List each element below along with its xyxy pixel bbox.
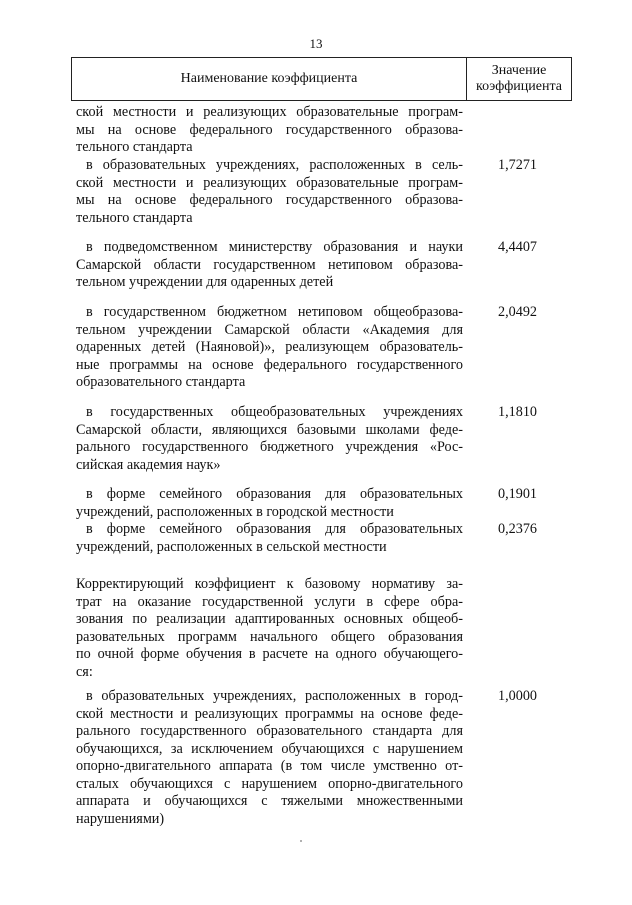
coefficient-name-line: обучающихся, за исключением обучающихся с нарушением <box>76 740 463 757</box>
coefficient-name-line: сийская академия наук» <box>76 456 221 473</box>
coefficient-name-line: Корректирующий коэффициент к базовому нормативу за- <box>76 576 463 592</box>
coefficient-value: 2,0492 <box>497 304 537 320</box>
coefficient-name-line: тельного стандарта <box>76 139 193 155</box>
table-row <box>76 521 572 556</box>
coefficient-name <box>76 521 463 556</box>
header-value-line1: Значение <box>491 63 547 78</box>
coefficient-name <box>76 239 463 292</box>
coefficient-name-line: ные программы на основе федерального государственного <box>76 356 463 373</box>
coefficient-name-line: учреждений, расположенных в сельской местности <box>76 538 387 555</box>
table-row <box>76 688 572 828</box>
coefficient-name-line: нарушениями) <box>76 810 165 827</box>
coefficient-value: 1,1810 <box>497 404 537 420</box>
coefficient-name-line: в подведомственном министерству образования и науки <box>86 239 463 255</box>
coefficient-value: 1,7271 <box>497 157 537 173</box>
table-row <box>76 576 572 681</box>
coefficient-name <box>76 688 463 828</box>
coefficient-name <box>76 486 463 521</box>
coefficient-name <box>76 157 463 227</box>
coefficient-name <box>76 104 463 157</box>
coefficient-value: 0,2376 <box>497 521 537 537</box>
coefficient-name-line: в форме семейного образования для образовательных <box>86 486 463 502</box>
coefficient-name-line: учреждений, расположенных в городской местности <box>76 503 394 520</box>
coefficient-name-line: опорно-двигательного аппарата (в том числе умственно от- <box>76 758 463 774</box>
coefficient-name-line: Самарской области, являющихся базовыми школами феде- <box>76 421 463 438</box>
coefficient-name-line: сталых обучающихся с нарушением опорно-двигательного <box>76 775 463 792</box>
coefficient-name-line: мы на основе федерального государственного образова- <box>76 192 463 208</box>
coefficient-name-line: мы на основе федерального государственного образова- <box>76 121 463 138</box>
coefficient-name-line: разовательных программ начального общего образования <box>76 628 463 645</box>
coefficient-name-line: трат на оказание государственной услуги в сфере обра- <box>76 593 463 610</box>
table-row <box>76 239 572 292</box>
table-row <box>76 404 572 474</box>
scan-speck <box>300 840 302 842</box>
coefficient-name-line: в форме семейного образования для образовательных <box>86 521 463 537</box>
coefficient-name-line: образовательного стандарта <box>76 374 246 390</box>
coefficient-name-line: тельном учреждении для одаренных детей <box>76 274 334 290</box>
coefficient-value: 0,1901 <box>497 486 537 502</box>
coefficient-name-line: ся: <box>76 663 93 680</box>
coefficient-name-line: ской местности и реализующих программы на основе феде- <box>76 705 463 722</box>
coefficient-name-line: в государственных общеобразовательных учреждениях <box>86 404 463 420</box>
coefficient-name-line: в образовательных учреждениях, расположенных в сель- <box>86 157 463 173</box>
table-row <box>76 304 572 392</box>
header-value-column <box>467 58 571 100</box>
coefficient-name-line: ской местности и реализующих образовательные програм- <box>76 174 463 191</box>
coefficient-name-line: в государственном бюджетном нетиповом общеобразова- <box>86 304 463 320</box>
table-header <box>71 57 572 101</box>
coefficient-name-line: по очной форме обучения в расчете на одного обучающего- <box>76 646 463 662</box>
coefficient-name-line: зования по реализации адаптированных основных общеоб- <box>76 611 463 627</box>
table-row <box>76 486 572 521</box>
coefficient-value: 1,0000 <box>497 688 537 704</box>
coefficient-name <box>76 576 463 681</box>
coefficient-name <box>76 304 463 392</box>
header-name-column: Наименование коэффициента <box>72 58 467 100</box>
coefficient-name-line: аппарата и обучающихся с тяжелыми множественными <box>76 793 463 809</box>
coefficient-name-line: тельного стандарта <box>76 209 193 226</box>
coefficient-value: 4,4407 <box>497 239 537 255</box>
coefficient-name-line: в образовательных учреждениях, расположенных в город- <box>86 688 463 704</box>
coefficient-name-line: Самарской области государственном нетиповом образова- <box>76 256 463 273</box>
table-row <box>76 157 572 227</box>
coefficient-name <box>76 404 463 474</box>
coefficient-name-line: тельном учреждении Самарской области «Академия для <box>76 321 463 338</box>
coefficient-name-line: рального государственного образовательного стандарта для <box>76 723 463 739</box>
table-row <box>76 104 572 157</box>
coefficient-name-line: одаренных детей (Наяновой)», реализующем образователь- <box>76 339 463 355</box>
header-value-line2: коэффициента <box>476 79 562 94</box>
coefficient-name-line: ской местности и реализующих образовательные програм- <box>76 104 463 120</box>
coefficient-name-line: рального государственного бюджетного учреждения «Рос- <box>76 439 463 455</box>
page-number: 13 <box>309 36 323 51</box>
